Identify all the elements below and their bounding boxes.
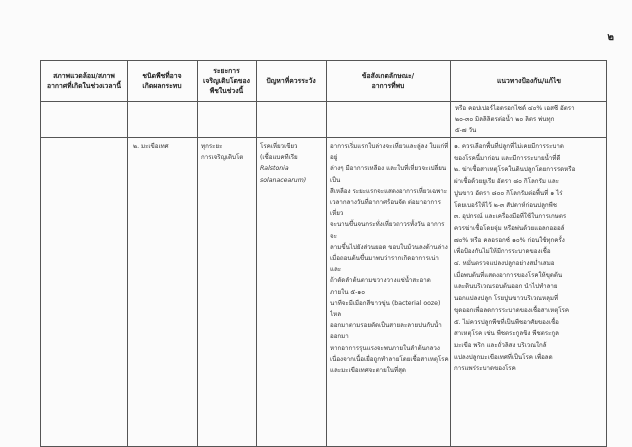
problem-scientific-name: Ralstonia solanacearum) [260,165,307,184]
page-number: ๒ [607,32,614,43]
protection-measures: ๑. ควรเลือกพื้นที่ปลูกที่ไม่เคยมีการระบาด ของโรคนี้มาก่อน และมีการระบายน้ำที่ดี ๒. ฆ่าเชื้อสาเหตุโรคในดินปลูกโดยการรดหรือ ผ่าเชื้อด้วยยูเรีย อัตรา ๘๐ กิโลกรัม และ ปูนขาว อัตรา ๘๐๐ กิโลกรัมต่อพื้นที่ ๑ ไร่ โดยเบอร์ให้ไว้ ๒-๓ สัปดาห์ก่อนปลูกพืช ๓. อุปกรณ์ และเครื่องมือที่ใช้ในการเกษตร ควรฆ่าเชื้อโดยจุ่ม หรือพ่นด้วยแอลกอฮอล์ ๗๐% หรือ คลอรอกซ์ ๑๐% ก่อนใช้ทุกครั้ง เพื่อป้องกันไม่ให้มีการระบาดของเชื้อ ๔. หมั่นตรวจแปลงปลูกอย่างสม่ำเสมอ เมื่อพบต้นที่แสดงอาการของโรคให้ขุดต้น และดินบริเวณรอบต้นออก นำไปทำลาย นอกแปลงปลูก โรยปูนขาวบริเวณหลุมที่ ขุดออกเพื่อลดการระบาดของเชื้อสาเหตุโรค ๕. ไม่ควรปลูกพืชที่เป็นพืชอาศัยของเชื้อ สาเหตุโรค เช่น พืชตระกูลขิง พืชตระกูล มะเขือ พริก และถั่วลิสง บริเวณใกล้ แปลงปลูกมะเขือเทศที่เป็นโรค เพื่อลด การแพร่ระบาดของโรค [454,143,576,373]
continued-protection-text: หรือ คอปเปอร์ไฮดรอกไซด์ ๔๐% เอสซี อัตรา ๒๐-๓๐ มิลลิลิตรต่อน้ำ ๒๐ ลิตร พ่นทุก ๕-๗ วัน [455,105,575,135]
column-divider [256,61,257,446]
header-problem: ปัญหาที่ควรระวัง [266,77,316,85]
crop-problem-table [40,60,607,447]
growth-stage: ทุกระยะ การเจริญเติบโต [201,143,244,162]
header-symptom: ข้อสังเกตลักษณะ/ อาการที่พบ [361,72,415,90]
column-divider [127,61,128,446]
header-environment: สภาพแวดล้อม/สภาพ อากาศที่เกิดในช่วงเวลานี้ [47,72,121,90]
column-divider [197,61,198,446]
header-crop: ชนิดพืชที่อาจ เกิดผลกระทบ [142,72,182,90]
column-divider [326,61,327,446]
crop-name: ๒. มะเขือเทศ [133,143,169,150]
header-divider [41,101,606,102]
problem-cell [260,141,324,186]
header-protection: แนวทางป้องกัน/แก้ไข [497,77,561,85]
symptom-description: อาการเริ่มแรกใบล่างจะเหี่ยวและลู่ลง ใบแก่ที่อยู่ ล่างๆ มีอาการเหลือง และใบที่เหี่ยวจะเปลี่ยนเป็น สีเหลือง ระยะแรกจะแสดงอาการเหี่ยวเฉพาะ เวลากลางวันที่อากาศร้อนจัด ต่อมาอาการเหี่ยว จะนานขึ้นจนกระทั่งเหี่ยวถาวรทั้งวัน อาการจะ ลามขึ้นไปยังส่วนยอด ขอบใบม้วนลงด้านล่าง เมื่อถอนต้นขึ้นมาพบว่ารากเกิดอาการเน่า และ ถ้าตัดลำต้นตามขวางวางแช่น้ำสะอาด ภายใน ๕-๑๐ นาทีจะมีเมือกสีขาวขุ่น (bacterial ooze) ไหล ออกมาตามรอยตัดเป็นสายละลายปนกับน้ำออกมา หากอาการรุนแรงจะพบภายในลำต้นกลวง เนื่องจากเนื้อเยื่อถูกทำลายโดยเชื้อสาเหตุโรค และมะเขือเทศจะตายในที่สุด [330,143,449,375]
row-divider [41,137,606,138]
column-divider [450,61,451,446]
problem-name: โรคเหี่ยวเขียว (เชื้อแบคทีเรีย [260,143,298,162]
header-growth-stage: ระยะการ เจริญเติบโตของ พืชในช่วงนี้ [203,67,250,95]
